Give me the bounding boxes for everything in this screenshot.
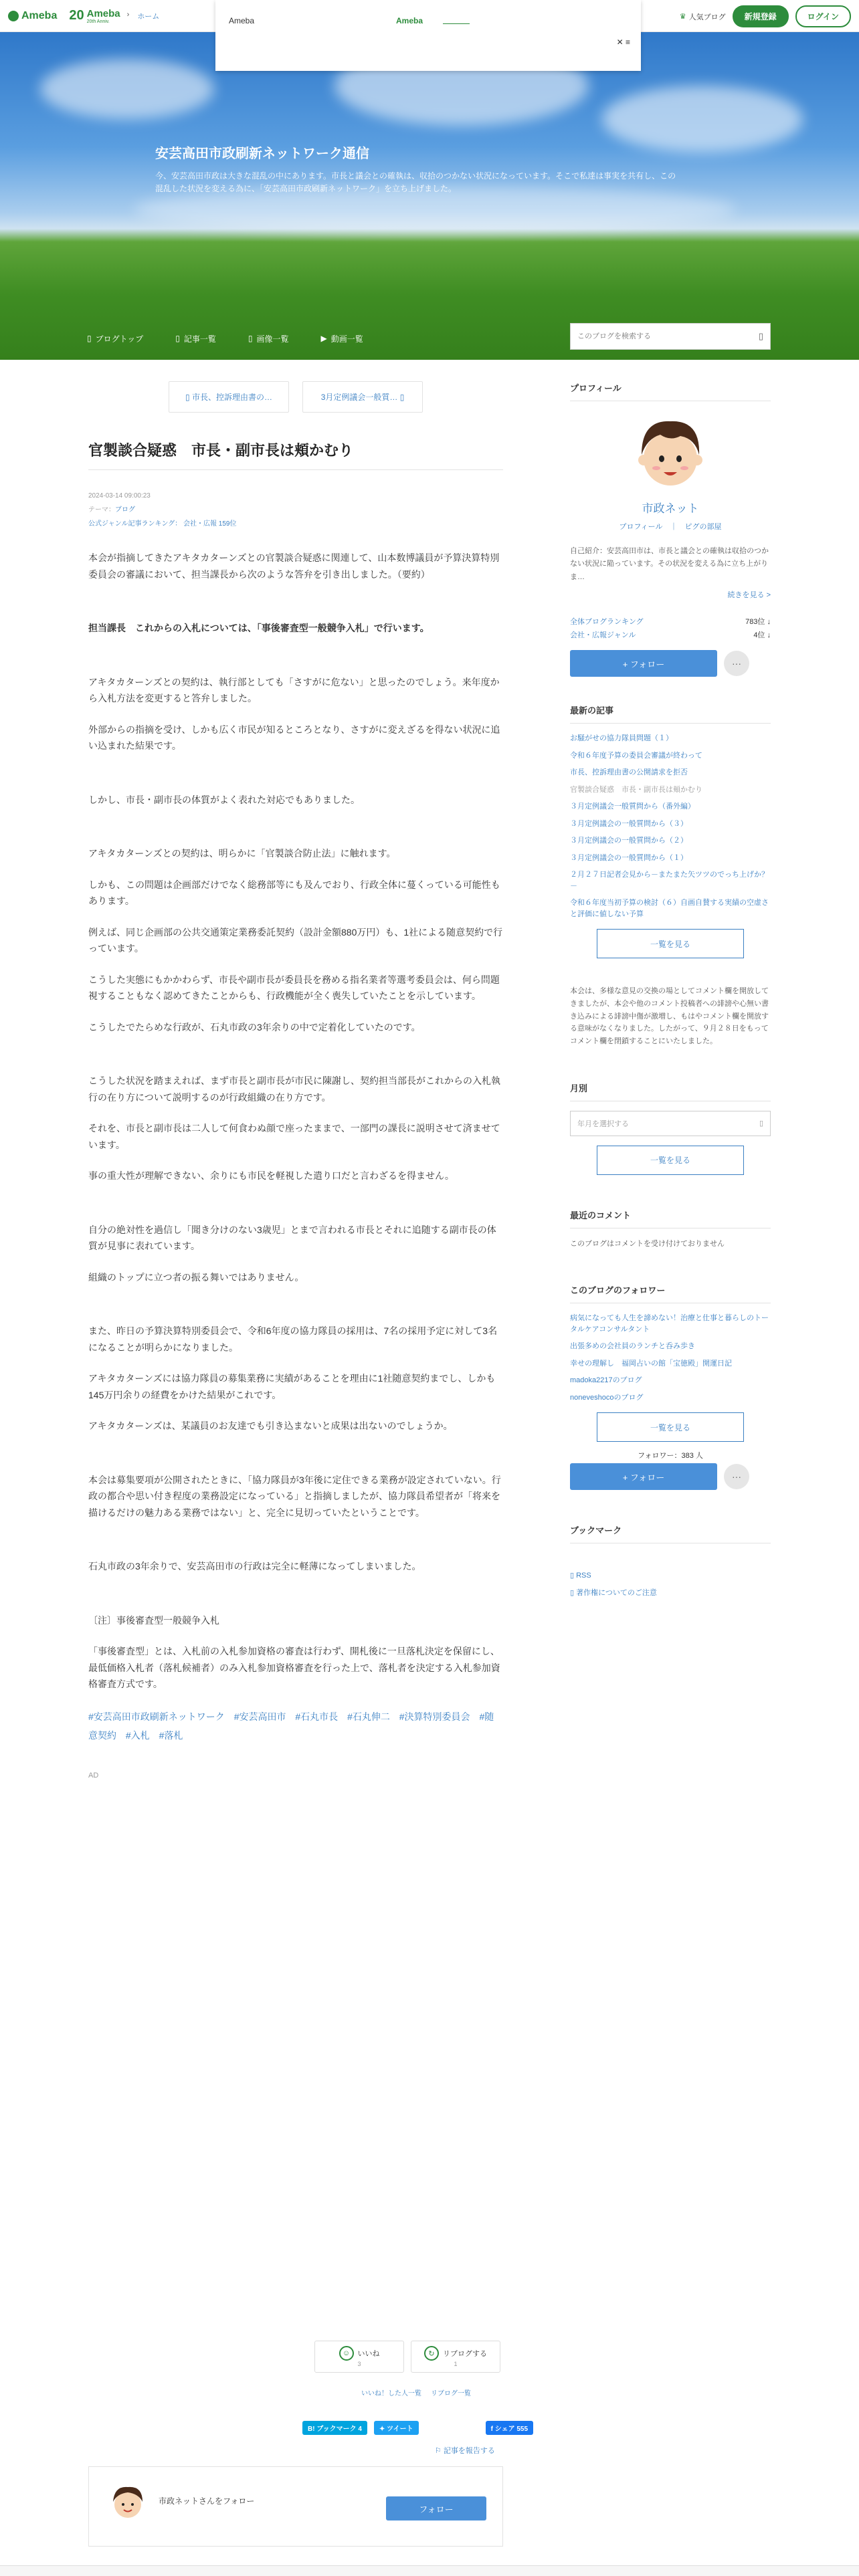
paragraph: アキタカターンズとの契約は、明らかに「官製談合防止法」に触れます。 [88,848,396,859]
flag-icon: ⚐ [435,2447,444,2455]
hashtag-link[interactable]: #随意契約 [88,1711,494,1741]
nav-image-list[interactable] [248,333,289,344]
follower-blog-link[interactable]: 幸せの理解し 福岡占いの館「宝徳殿」開運日記 [570,1359,732,1368]
rank-value[interactable]: 会社・広報 159位 [183,520,237,528]
paragraph: 外部からの指摘を受け、しかも広く市民が知るところとなり、さすがに変えざるを得ない状況に追い込まれた結果です。 [88,724,500,751]
follower-blog-link[interactable]: 出張多めの会社員のランチと呑み歩き [570,1342,695,1351]
nav-label: 記事一覧 [183,334,216,344]
follower-blog-link[interactable]: noneveshocoのブログ [570,1393,644,1402]
logo-text: Ameba [21,9,58,21]
reaction-buttons [314,2341,500,2373]
recent-entry-current: 官製談合疑惑 市長・副市長は頬かむり [570,785,702,794]
recent-entry-link[interactable]: ３月定例議会の一般質問から（３） [570,819,688,828]
hatena-label: B! ブックマーク [308,2426,357,2433]
recent-entry-link[interactable]: お騒がせの協力隊員問題（１） [570,734,673,743]
ad-overlay [215,0,641,71]
profile-links: プロフィール ｜ ピグの部屋 [619,523,722,531]
follower-blog-link[interactable]: madoka2217のブログ [570,1376,642,1385]
recent-comments-heading: 最近のコメント [570,1208,771,1228]
document-icon: ▯ [570,1588,577,1597]
smile-icon: ☺ [339,2346,354,2361]
profile-link[interactable]: プロフィール [619,523,663,531]
paragraph: 本会が指摘してきたアキタカターンズとの官製談合疑惑に関連して、山本数博議員が予算決算特別委員会の審議において、担当課長から次のような答弁を引き出しました。（要約） [88,552,500,580]
recent-entry-link[interactable]: 令和６年度当初予算の検討（６）自画自賛する実績の空虚さと評価に値しない予算 [570,899,769,918]
blog-title[interactable]: 安芸高田市政刷新ネットワーク通信 [155,146,369,161]
bookmark-list [570,1570,771,1598]
sidebar-follow-bar-2 [570,1463,771,1490]
rss-icon: ▯ [570,1572,577,1580]
ranking-box [570,616,771,643]
reblog-button[interactable] [411,2341,500,2373]
rank-all-link[interactable]: 全体ブログランキング [570,617,644,626]
nav-label: ブログトップ [95,334,144,344]
rss-label: RSS [576,1572,591,1580]
copyright-link[interactable] [570,1588,771,1599]
pigg-room-link[interactable]: ピグの部屋 [684,523,722,531]
month-list-all-button[interactable]: 一覧を見る [597,1146,744,1175]
anniversary-badge [69,8,120,24]
fb-label: シェア [494,2426,515,2433]
paragraph: こうした実態にもかかわらず、市長や副市長が委員長を務める指名業者等選考委員会は、何ら問題視することもなく認めてきたことからも、行政機能が全く喪失していたことを示しています。 [88,974,500,1001]
search-input[interactable] [577,332,759,340]
next-entry-link[interactable] [302,381,423,413]
more-options-icon[interactable]: ··· [724,651,749,676]
nav-label: 画像一覧 [256,334,289,344]
list-icon: ▯ [175,334,180,343]
chevron-left-icon: ▯ [185,393,192,402]
sidebar [570,381,771,1604]
signup-button[interactable]: 新規登録 [733,5,789,27]
image-icon: ▯ [248,334,253,343]
theme-link[interactable]: ブログ [115,506,135,514]
entry-pager [88,381,503,413]
fb-count: 555 [516,2426,529,2433]
paragraph: こうしたでたらめな行政が、石丸市政の3年余りの中で定着化していたのです。 [88,1021,421,1033]
profile-name[interactable]: 市政ネット [642,502,699,515]
login-button[interactable]: ログイン [795,5,851,27]
paragraph: 〔注〕事後審査型一般競争入札 [88,1614,219,1626]
ad-label-right[interactable]: Ameba [396,16,423,25]
ad-close-button[interactable]: ✕ ≡ [616,37,630,47]
follower-blog-link[interactable]: 病気になっても人生を諦めない！治療と仕事と暮らしのトータルケアコンサルタント [570,1314,769,1333]
hashtag-link[interactable]: #落札 [159,1729,183,1741]
entry-theme [88,503,503,517]
popular-blog-label: 人気ブログ [688,13,726,21]
rank-genre-value: 4位 ↓ [753,631,771,639]
article-column [88,381,503,1780]
video-icon: ▶ [320,334,327,343]
paragraph: しかし、市長・副市長の体質がよく表れた対応でもありました。 [88,794,360,805]
report-label: 記事を報告する [443,2447,495,2455]
tweet-label: ツイート [387,2426,413,2433]
rank-all-value: 783位 ↓ [745,617,771,626]
paragraph: アキタカターンズとの契約は、執行部としても「さすがに危ない」と思ったのでしょう。来年度から入札方法を変更すると答弁しました。 [88,676,500,704]
rss-link[interactable] [570,1570,771,1582]
next-entry-title: 3月定例議会一般質… [320,393,398,402]
paragraph: しかも、この問題は企画部だけでなく総務部等にも及んでおり、行政全体に蔓くっている可能性もあります。 [88,879,500,906]
more-options-icon[interactable]: ··· [724,1464,749,1489]
comment-empty-text: このブログはコメントを受け付けておりません [570,1239,725,1248]
nav-blog-top[interactable] [87,333,143,344]
follow-button[interactable]: フォロー [386,2496,486,2520]
paragraph: 石丸市政の3年余りで、安芸高田市の行政は完全に軽薄になってしまいました。 [88,1561,421,1572]
recent-entry-link[interactable]: ３月定例議会の一般質問から（２） [570,837,688,845]
entry-ranking [88,517,503,531]
sidebar-follow-button-2[interactable]: + フォロー [570,1463,717,1490]
paragraph: アキタカターンズには協力隊員の募集業務に実績があることを理由に1社随意契約までし、しかも145万円余りの経費をかけた結果がこれです。 [88,1373,496,1400]
paragraph: 自分の絶対性を過信し「聞き分けのない3歳児」とまで言われる市長とそれに追随する副市長の体質が見事に表れています。 [88,1224,496,1251]
reblog-count: 1 [454,2361,458,2367]
sidebar-follow-bar [570,650,771,677]
report-link[interactable] [435,2445,495,2456]
recent-entry-link[interactable]: 市長、控訴理由書の公開請求を拒否 [570,768,688,777]
popular-blog-link[interactable] [680,11,726,22]
prev-entry-title: 市長、控訴理由書の… [191,393,272,402]
prev-entry-link[interactable] [169,381,289,413]
sidebar-follow-button[interactable]: + フォロー [570,650,717,677]
ameba-logo-icon [8,11,19,21]
anniv-sub: 20th Anniv. [86,19,110,24]
paragraph: 本会は募集要項が公開されたときに、「協力隊員が3年後に定住できる業務が設定されていない。行政の都合や思い付き程度の業務設定になっている」と指摘しましたが、協力隊員希望者が「将来を描けるだけの魅力ある業務ではない」と、完全に見切っていたということです。 [88,1474,501,1518]
share-buttons [302,2421,533,2435]
recent-entry-link[interactable]: ３月定例議会の一般質問から（１） [570,853,688,862]
blog-description: 今、安芸高田市政は大きな混乱の中にあります。市長と議会との確執は、収拾のつかない状況になっています。そこで私達は事実を共有し、この混乱した状況を変える為に、「安芸高田市政刷新ネットワーク」を立ち上げました。 [155,171,676,194]
comment-policy-note: 本会は、多様な意見の交換の場としてコメント欄を開放してきましたが、本会や他のコメント投稿者への誹謗や心無い書き込みによる誹謗中傷が激増し、もはやコメント欄を開放する意味がなくなりました。したがって、９月２８日をもってコメント欄を閉鎖することにいたしました。 [570,987,769,1046]
ameba-logo[interactable] [8,10,57,22]
blog-hero [0,32,859,360]
entry-meta [88,489,503,531]
paragraph: 例えば、同じ企画部の公共交通策定業務委託契約（設計金額880万円）も、1社による随意契約で行っています。 [88,926,503,954]
home-icon: ▯ [87,334,92,343]
anniv-number: 20 [69,8,84,23]
hashtag-link[interactable]: #安芸高田市 [233,1711,286,1722]
recent-entry-link[interactable]: ２月２７日記者会見から－またまた矢ツツのでっち上げか？－ [570,871,769,890]
rank-row-genre [570,629,771,643]
bookmark-heading: ブックマーク [570,1523,771,1543]
theme-label: テーマ： [88,506,115,514]
copyright-label: 著作権についてのご注意 [576,1588,657,1597]
entry-body [88,550,503,1693]
avatar [108,2482,148,2522]
bird-icon: ✦ [379,2426,385,2433]
follow-prompt: 市政ネットさんをフォロー [159,2496,255,2506]
blog-search [570,323,771,350]
hashtag-link[interactable]: #安芸高田市政刷新ネットワーク [88,1711,225,1722]
hashtag-link[interactable]: #入札 [125,1729,150,1741]
bottom-bar [0,2565,859,2576]
recent-heading: 最新の記事 [570,704,771,724]
like-button[interactable] [314,2341,404,2373]
recent-list [570,733,771,920]
profile-avatar[interactable] [634,415,707,495]
recent-entry-link[interactable]: ３月定例議会一般質問から（番外編） [570,802,695,811]
nav-label: 動画一覧 [330,334,363,344]
ad-underline [443,23,470,24]
hashtag-list [88,1707,503,1745]
hatena-bookmark-button[interactable] [302,2421,367,2435]
like-label: いいね [357,2350,380,2358]
paragraph: また、昨日の予算決算特別委員会で、令和6年度の協力隊員の採用は、7名の採用予定に対して3名になることが明らかになりました。 [88,1325,498,1353]
top-nav [127,11,160,21]
cloud-decoration [40,59,214,119]
paragraph: 事の重大性が理解できない、余りにも市民を軽視した遣り口だと言わざるを得ません。 [88,1170,454,1181]
follower-list [570,1313,771,1403]
month-select[interactable] [570,1111,771,1136]
profile-intro: 自己紹介：安芸高田市は、市長と議会との確執は収拾のつかない状況に陥っています。その状況を変える為に立ち上がりま… [570,547,769,581]
nav-entry-list[interactable] [175,333,216,344]
entry-date: 2024-03-14 09:00:23 [88,492,151,500]
paragraph: それを、市長と副市長は二人して何食わぬ顔で座ったままで、一部門の課長に説明させて済ませています。 [88,1123,500,1150]
month-heading: 月別 [570,1081,771,1101]
hashtag-link[interactable]: #石丸伸二 [347,1711,390,1722]
ad-label-left: Ameba [229,16,255,25]
reblog-icon: ↻ [424,2346,439,2361]
like-users-link[interactable]: いいね！した人一覧 [361,2390,421,2397]
reaction-links [361,2387,471,2397]
follower-count: フォロワー：383 人 [638,1452,703,1461]
nav-home-link[interactable]: ホーム [137,12,160,21]
hatena-count: 4 [358,2426,362,2433]
follow-card [88,2466,503,2547]
cloud-decoration [602,86,803,152]
paragraph: アキタカターンズは、某議員のお友達でも引き込まないと成果は出ないのでしょうか。 [88,1420,453,1431]
rank-row-all [570,616,771,629]
chevron-down-icon: ▯ [759,1119,763,1128]
anniv-word: Ameba [86,7,120,19]
entry-title: 官製談合疑惑 市長・副市長は頬かむり [88,439,503,470]
reblog-list-link[interactable]: リブログ一覧 [431,2390,471,2397]
hashtag-link[interactable]: #石丸市長 [295,1711,339,1722]
profile-heading: プロフィール [570,381,771,401]
ad-label: AD [88,1771,99,1780]
profile-more-link[interactable]: 続きを見る > [727,591,771,599]
paragraph: 「事後審査型」とは、入札前の入札参加資格の審査は行わず、開札後に一旦落札決定を保留にし、最低価格入札者（落札候補者）のみ入札参加資格審査を行った上で、落札者を決定する入札参加資格審査方式です。 [88,1646,500,1689]
follower-list-all-button[interactable]: 一覧を見る [597,1412,744,1442]
paragraph: こうした状況を踏まえれば、まず市長と副市長が市民に陳謝し、契約担当部長がこれからの入札執行の在り方について説明するのが行政組織の在り方です。 [88,1075,500,1103]
facebook-icon: f [490,2426,493,2433]
search-icon[interactable]: ▯ [758,331,763,341]
chevron-right-icon: › [126,10,130,19]
nav-video-list[interactable] [321,333,363,344]
reblog-label: リブログする [443,2350,487,2358]
rank-label[interactable]: 公式ジャンル記事ランキング： [88,520,182,528]
paragraph: 組織のトップに立つ者の振る舞いではありません。 [88,1271,304,1283]
recent-list-all-button[interactable]: 一覧を見る [597,929,744,958]
header-actions [680,5,851,27]
chevron-right-icon: ▯ [397,393,405,402]
like-count: 3 [357,2361,361,2367]
rank-genre-link[interactable]: 会社・広報ジャンル [570,631,636,639]
paragraph: 担当課長 これからの入札については、「事後審査型一般競争入札」で行います。 [88,623,430,633]
facebook-share-button[interactable] [486,2421,533,2435]
crown-icon: ♛ [679,13,686,21]
hashtag-link[interactable]: #決算特別委員会 [399,1711,470,1722]
month-select-value: 年月を選択する [577,1119,629,1128]
tweet-button[interactable] [374,2421,419,2435]
recent-entry-link[interactable]: 令和６年度予算の委員会審議が終わって [570,751,702,760]
followers-heading: このブログのフォロワー [570,1283,771,1303]
